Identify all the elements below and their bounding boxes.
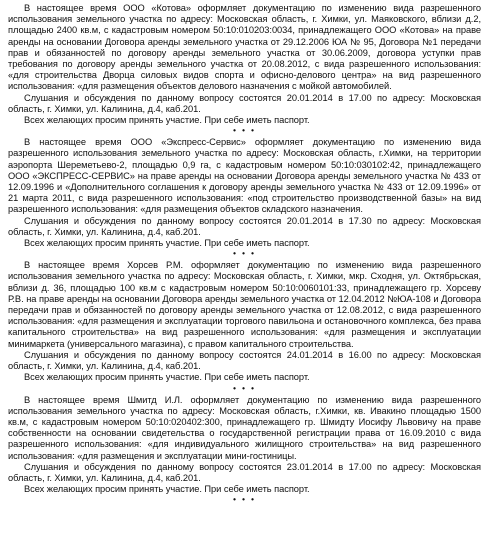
notice-horsev [8, 260, 481, 383]
separator: • • • [233, 249, 256, 259]
invitation-text: Всех желающих просим принять участие. При себе иметь паспорт. [24, 115, 310, 126]
separator: • • • [233, 495, 256, 505]
separator: • • • [233, 126, 256, 136]
invitation-text: Всех желающих просим принять участие. При себе иметь паспорт. [24, 372, 310, 383]
notice-body: В настоящее время Хорсев Р.М. оформляет документацию по изменению вида разрешенного использования земельного участка по адресу: Московская область, г. Химки, мкр. Сходня, ул. Октябрьская, вблизи д. 36, площадью 100 кв.м с кадастровым номером 50:10:0060101:33, принадлежащего гр. Хорсеву Р.В. на праве аренды на основании Договора аренды земельного участка от 12.04.2012 №ЮА-108 и Договора передачи прав и обязанностей по договору аренды земельного участка от 12.08.2012, с вида разрешенного использования: «для размещения и эксплуатации торгового павильона и остановочного комплекса, без права капитального строительства» на вид разрешенного использования: «для размещения и эксплуатации минимаркета (универсального магазина), с правом капитального строительства. [8, 260, 481, 349]
notice-express-service [8, 137, 481, 249]
invitation-text: Всех желающих просим принять участие. При себе иметь паспорт. [24, 484, 310, 495]
notice-body: В настоящее время ООО «Экспресс-Сервис» оформляет документацию по изменению вида разрешенного использования земельного участка по адресу: Московская область, г.Химки, на территории аэропорта Шереметьево-2, площадью 0,9 га, с кадастровым номером 50:10:030102:42, принадлежащего ООО «ЭКСПРЕСС-СЕРВИС» на праве аренды на основании Договора аренды земельного участка № 433 от 12.09.1996 и «Дополнительного соглашения к договору аренды земельного участка № 433 от 12.09.1996» от 21 марта 2011, с вида разрешенного использования: «под строительство производственной базы» на вид разрешенного использования: «для размещения объектов складского назначения. [8, 137, 481, 215]
hearing-info: Слушания и обсуждения по данному вопросу состоятся 23.01.2014 в 17.00 по адресу: Московская область, г. Химки, ул. Калинина, д.4, каб.201. [8, 461, 481, 483]
hearing-info: Слушания и обсуждения по данному вопросу состоятся 24.01.2014 в 16.00 по адресу: Московская область, г. Химки, ул. Калинина, д.4, каб.201. [8, 349, 481, 372]
hearing-info: Слушания и обсуждения по данному вопросу состоятся 20.01.2014 в 17.30 по адресу: Московская область, г. Химки, ул. Калинина, д.4, каб.201. [8, 215, 481, 237]
separator: • • • [233, 383, 256, 393]
notice-body: В настоящее время Шмитд И.Л. оформляет документацию по изменению вида разрешенного использования земельного участка по адресу: Московская область, г.Химки, кв. Ивакино площадью 1500 кв.м, с кадастровым номером 50:10:020402:300, принадлежащего гр. Шмидту Иосифу Львовичу на праве собственности на основании свидетельства о государственной регистрации права от 16.09.2010 с вида разрешенного использования: «для индивидуального жилищного строительства» на вид разрешенного использования: «для размещения и эксплуатации мини-гостиницы. [8, 394, 481, 461]
hearing-info: Слушания и обсуждения по данному вопросу состоятся 20.01.2014 в 17.00 по адресу: Московская область, г. Химки, ул. Калинина, д.4, каб.201. [8, 92, 481, 114]
notice-kotova [8, 3, 481, 126]
invitation-text: Всех желающих просим принять участие. При себе иметь паспорт. [24, 238, 310, 249]
notice-shmidt [8, 395, 481, 496]
notice-body: В настоящее время ООО «Котова» оформляет документацию по изменению вида разрешенного использования земельного участка по адресу: Московская область, г. Химки, ул. Маяковского, вблизи д.2, площадью 2400 кв.м, с кадастровым номером 50:10:010203:0034, принадлежащего ООО «Котова» на праве аренды на основании Договора аренды земельного участка от 29.12.2006 ЮА № 95, Договора №1 передачи прав и обязанностей по договору аренды земельного участка от 30.06.2009, договора уступки прав требования по договору аренды земельного участка от 20.08.2012, с вида разрешенного использования: «для строительства Дворца силовых видов спорта и офисно-делового центра» на вид разрешенного использования: «для размещения объектов делового назначения с мойкой автомобилей. [8, 3, 481, 92]
